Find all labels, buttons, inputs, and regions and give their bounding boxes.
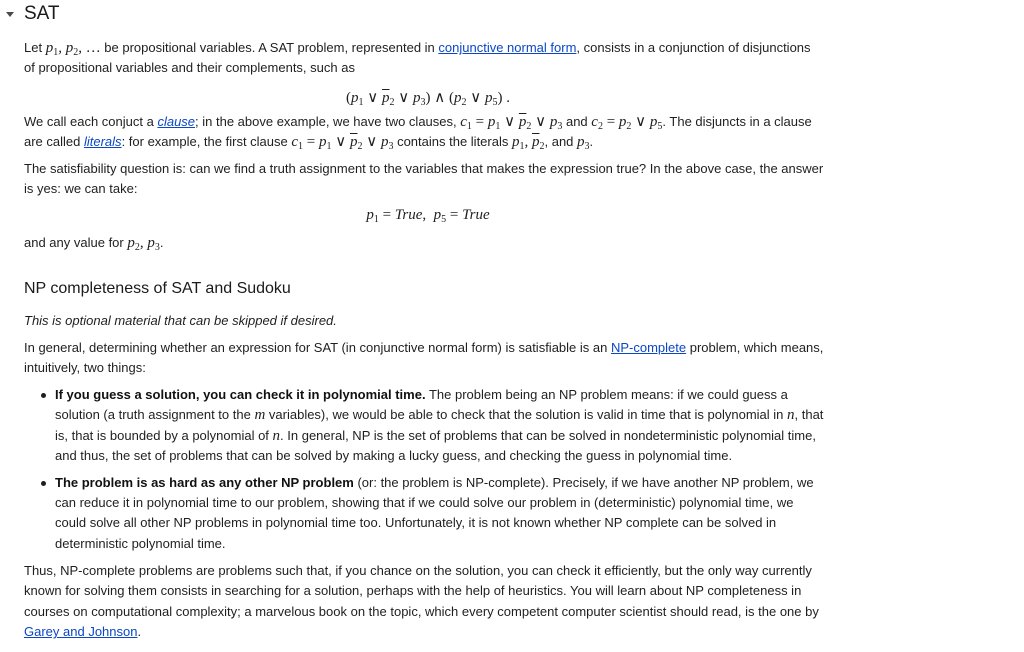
math-p2-p3: $p_2$, $p_3$ (127, 235, 160, 253)
formula-cnf-example: ($p_1$ ∨ $\overline{p}_2$ ∨ $p_3$) ∧ ($p_2$ ∨ $p_5$) . (346, 90, 510, 108)
link-garey-johnson[interactable]: Garey and Johnson (24, 624, 138, 640)
link-clause[interactable]: clause (157, 114, 196, 129)
math-p3: $p_3$ (577, 134, 590, 153)
satisfiability-paragraph: The satisfiability question is: can we find a truth assignment to the variables that makes the expression true? In the above case, the answer is yes: we can take: (24, 161, 824, 197)
collapse-caret-icon[interactable] (4, 8, 16, 20)
link-np-complete[interactable]: NP-complete (610, 340, 687, 355)
link-literals[interactable]: literals (83, 134, 122, 150)
conclusion-paragraph: Thus, NP-complete problems are problems such that, if you chance on the solution, you can check it efficiently, but the only way currently known for solving them consists in searching for a solution, perhaps with the help of heuristics. You will learn about NP completeness in courses on computational complexity; a marvelous book on the topic, which every competent computer scientist should read, is the one by Garey and Johnson. (24, 563, 819, 640)
np-heading: NP completeness of SAT and Sudoku (24, 280, 291, 297)
math-literals: $p_1$, $\overline{p}_2$ (511, 134, 545, 153)
any-value-paragraph: and any value for $p_2$, $p_3$. (24, 235, 164, 253)
np-general-paragraph: In general, determining whether an expression for SAT (in conjunctive normal form) is satisfiable is an NP-complete problem, which means, intuitively, two things: (24, 340, 824, 376)
math-c1: $c_1 = p_1$ ∨ $\overline{p}_2$ ∨ $p_3$ (460, 114, 563, 132)
link-conjunctive-normal-form[interactable]: conjunctive normal form (438, 40, 577, 55)
list-item: The problem is as hard as any other NP problem (or: the problem is NP-complete). Precisely, if we have another NP problem, we can reduce it in polynomial time to our problem, showing that if we could solve our problem in (deterministic) polynomial time, we could solve all other NP problems in polynomial time too. Unfortunately, it is not known whether NP complete can be solved in deterministic polynomial time. (24, 473, 824, 555)
formula-assignment: $p_1$ = True, $p_5$ = True (366, 207, 490, 225)
section-title: SAT (24, 3, 60, 24)
math-c2: $c_2 = p_2$ ∨ $p_5$ (591, 114, 663, 132)
math-vars: $p_1$, $p_2$, … (45, 40, 101, 58)
np-properties-list (24, 385, 824, 560)
bullet-icon (41, 393, 46, 398)
intro-paragraph: Let $p_1$, $p_2$, … be propositional variables. A SAT problem, represented in conjunctive normal form, consists in a conjunction of disjunctions of propositional variables and their complements, such as (24, 40, 811, 76)
bullet-icon (41, 481, 46, 486)
list-item: If you guess a solution, you can check it in polynomial time. The problem being an NP problem means: if we could guess a solution (a truth assignment to the m variables), we would be able to check that the solution is valid in time that is polynomial in n, that is, that is bounded by a polynomial of n. In general, NP is the set of problems that can be solved in nondeterministic polynomial time, and thus, the set of problems that can be solved by making a lucky guess, and checking the guess in polynomial time. (24, 385, 824, 467)
math-c1-again: $c_1 = p_1$ ∨ $\overline{p}_2$ ∨ $p_3$ (291, 134, 394, 153)
optional-note: This is optional material that can be skipped if desired. (24, 313, 337, 328)
clause-paragraph: We call each conjuct a clause; in the above example, we have two clauses, $c_1 = p_1$ ∨ $\overline{p}_2$ ∨ $p_3$ and $c_2 = p_2$ ∨ $p_5$. The disjuncts in a clause are called literals: for example, the first clause $c_1 = p_1$ ∨ $\overline{p}_2$ ∨ $p_3$ contains the literals $p_1$, $\overline{p}_2$, and $p_3$. (24, 114, 812, 153)
